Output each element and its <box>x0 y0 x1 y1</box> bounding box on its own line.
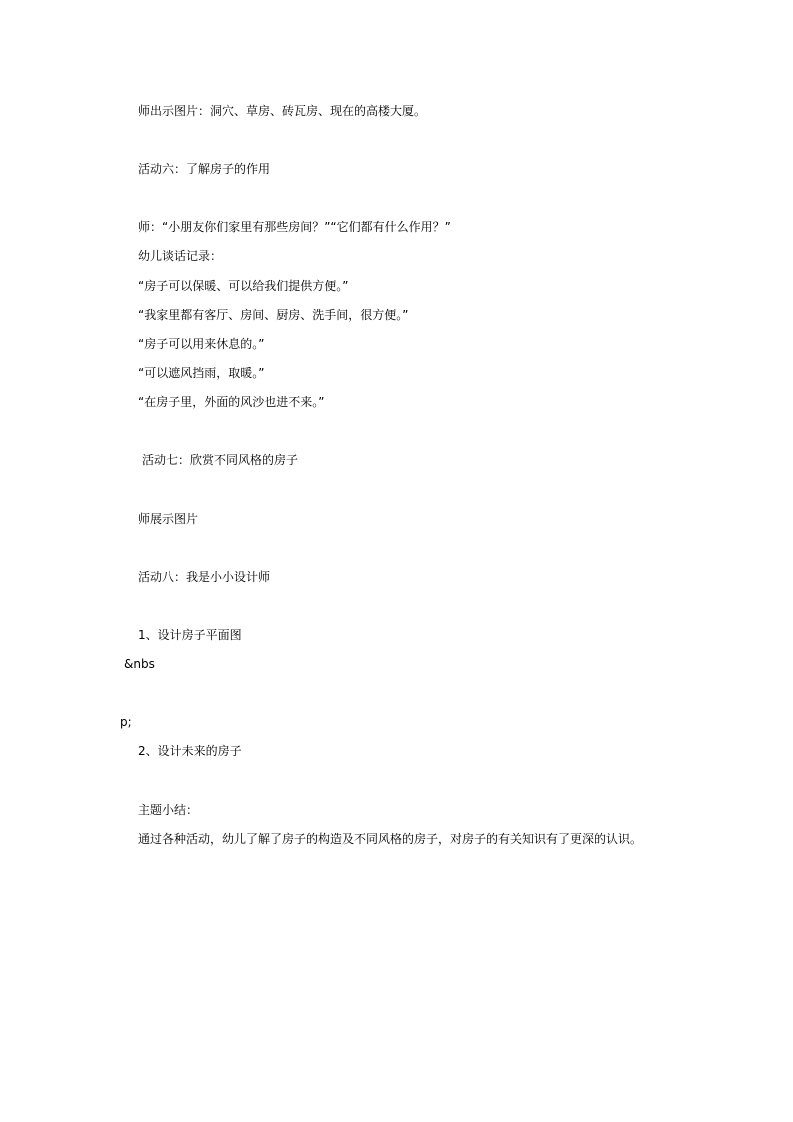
text-line-picture-show: 师出示图片：洞穴、草房、砖瓦房、现在的高楼大厦。 <box>138 104 427 118</box>
text-line-quote-2: “我家里都有客厅、房间、厨房、洗手间，很方便。” <box>138 308 409 322</box>
text-line-design-future-house: 2、设计未来的房子 <box>138 744 242 758</box>
text-line-broken-entity-2: p; <box>120 715 132 729</box>
text-line-summary: 通过各种活动，幼儿了解了房子的构造及不同风格的房子，对房子的有关知识有了更深的认识。 <box>138 832 643 846</box>
text-line-quote-1: “房子可以保暖、可以给我们提供方便。” <box>138 279 349 293</box>
text-line-broken-entity-1: &nbs <box>124 657 155 671</box>
heading-theme-summary: 主题小结： <box>138 803 199 817</box>
heading-activity-six: 活动六：了解房子的作用 <box>138 162 271 176</box>
heading-activity-seven: 活动七：欣赏不同风格的房子 <box>142 453 299 467</box>
heading-activity-eight: 活动八：我是小小设计师 <box>138 570 271 584</box>
text-line-show-pictures: 师展示图片 <box>138 512 199 526</box>
text-line-teacher-question: 师：“小朋友你们家里有那些房间？”“它们都有什么作用？” <box>138 220 451 234</box>
text-line-design-floor-plan: 1、设计房子平面图 <box>138 628 242 642</box>
text-line-conversation-record: 幼儿谈话记录： <box>138 249 223 263</box>
text-line-quote-4: “可以遮风挡雨，取暖。” <box>138 366 265 380</box>
text-line-quote-5: “在房子里，外面的风沙也进不来。” <box>138 395 325 409</box>
text-line-quote-3: “房子可以用来休息的。” <box>138 337 265 351</box>
